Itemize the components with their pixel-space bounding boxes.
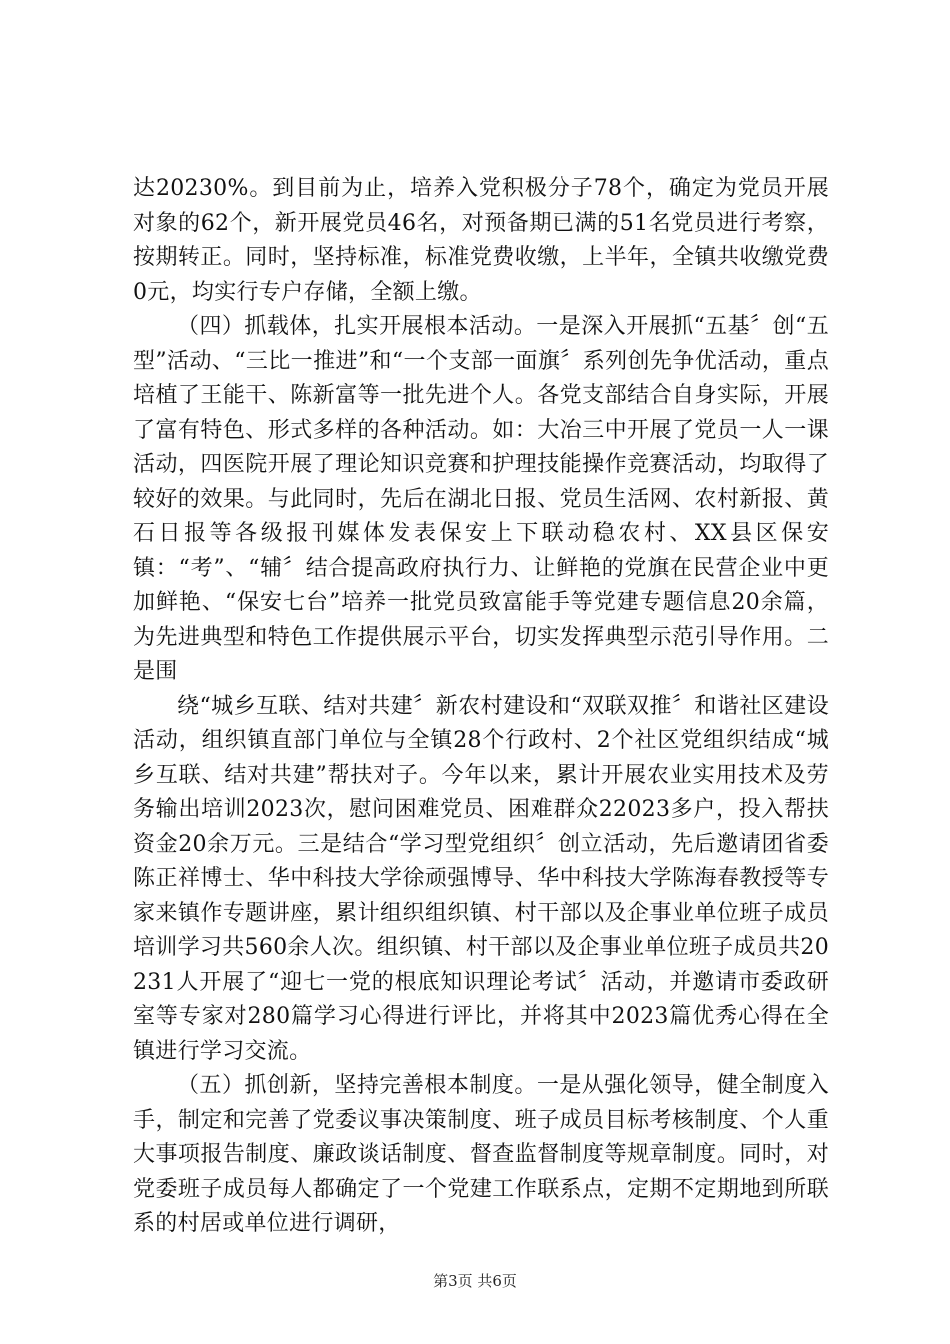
paragraph-continuation: 达20230%。到目前为止，培养入党积极分子78个，确定为党员开展对象的62个，新开展党员46名，对预备期已满的51名党员进行考察，按期转正。同时，坚持标准，标准党费收缴，上半年，全镇共收缴党费0元，均实行专户存储，全额上缴。: [133, 176, 829, 305]
body-text: [133, 172, 829, 1242]
paragraph-section-five: （五）抓创新，坚持完善根本制度。一是从强化领导，健全制度入手，制定和完善了党委议事决策制度、班子成员目标考核制度、个人重大事项报告制度、廉政谈话制度、督查监督制度等规章制度。同时，对党委班子成员每人都确定了一个党建工作联系点，定期不定期地到所联系的村居或单位进行调研，: [133, 1073, 829, 1236]
paragraph-section-four: （四）抓载体，扎实开展根本活动。一是深入开展抓“五基〞创“五型”活动、“三比一推进”和“一个支部一面旗〞系列创先争优活动，重点培植了王能干、陈新富等一批先进个人。各党支部结合自身实际，开展了富有特色、形式多样的各种活动。如：大冶三中开展了党员一人一课活动，四医院开展了理论知识竞赛和护理技能操作竞赛活动，均取得了较好的效果。与此同时，先后在湖北日报、党员生活网、农村新报、黄石日报等各级报刊媒体发表保安上下联动稳农村、XX县区保安镇：“考”、“辅〞结合提高政府执行力、让鲜艳的党旗在民营企业中更加鲜艳、“保安七台”培养一批党员致富能手等党建专题信息20余篇，为先进典型和特色工作提供展示平台，切实发挥典型示范引导作用。二是围: [133, 314, 829, 684]
page-footer: [0, 1270, 950, 1291]
paragraph-urban-rural: 绕“城乡互联、结对共建〞新农村建设和“双联双推〞和谐社区建设活动，组织镇直部门单位与全镇28个行政村、2个社区党组织结成“城乡互联、结对共建”帮扶对子。今年以来，累计开展农业实用技术及劳务输出培训2023次，慰问困难党员、困难群众22023多户，投入帮扶资金20余万元。三是结合“学习型党组织〞创立活动，先后邀请团省委陈正祥博士、华中科技大学徐顽强博导、华中科技大学陈海春教授等专家来镇作专题讲座，累计组织组织镇、村干部以及企事业单位班子成员培训学习共560余人次。组织镇、村干部以及企事业单位班子成员共20231人开展了“迎七一党的根底知识理论考试〞活动，并邀请市委政研室等专家对280篇学习心得进行评比，并将其中2023篇优秀心得在全镇进行学习交流。: [133, 693, 829, 1064]
page-number-label: 第3页 共6页: [433, 1272, 517, 1290]
